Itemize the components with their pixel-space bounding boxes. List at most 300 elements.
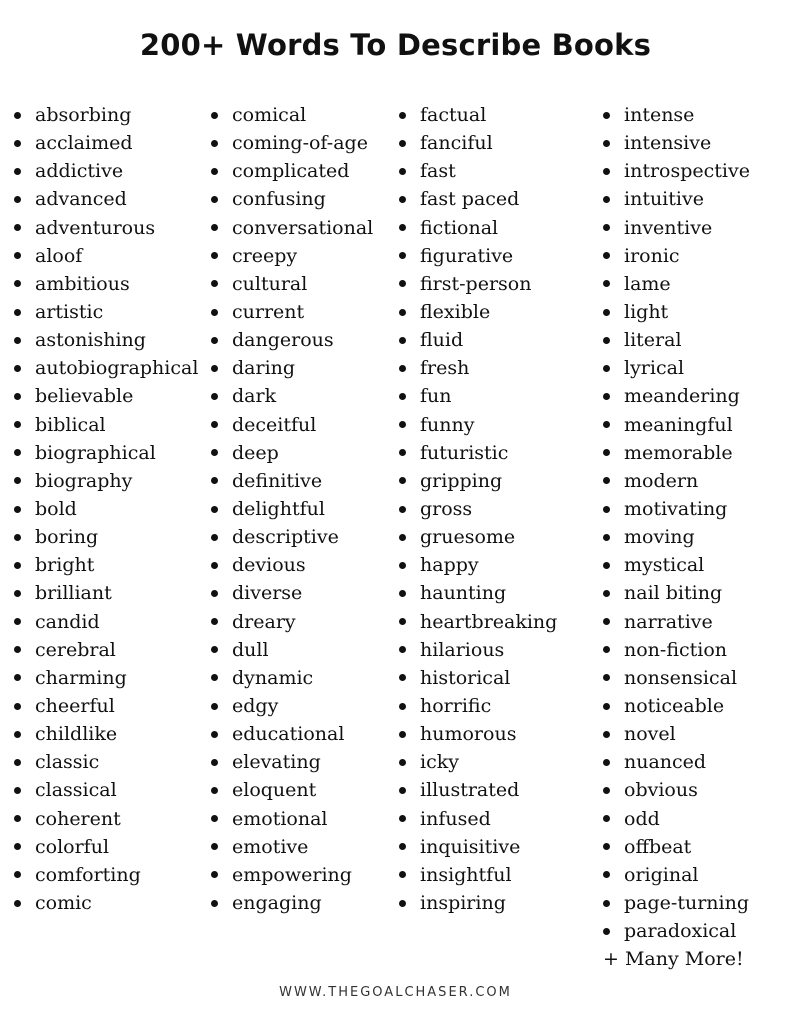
word-text: motivating — [624, 498, 728, 521]
word-item — [211, 101, 373, 129]
word-item — [211, 270, 373, 298]
bullet-icon — [603, 477, 610, 484]
word-text: insightful — [420, 863, 512, 886]
bullet-icon — [14, 506, 21, 513]
bullet-icon — [211, 252, 218, 259]
bullet-icon — [399, 140, 406, 147]
bullet-icon — [603, 843, 610, 850]
word-text: icky — [420, 751, 459, 774]
bullet-icon — [603, 449, 610, 456]
bullet-icon — [603, 337, 610, 344]
bullet-icon — [14, 534, 21, 541]
word-text: autobiographical — [35, 357, 199, 380]
word-item — [14, 467, 198, 495]
word-item — [14, 214, 198, 242]
bullet-icon — [399, 900, 406, 907]
word-item — [399, 411, 557, 439]
word-text: complicated — [232, 160, 350, 183]
word-item — [14, 411, 198, 439]
bullet-icon — [211, 309, 218, 316]
bullet-icon — [14, 787, 21, 794]
bullet-icon — [399, 590, 406, 597]
bullet-icon — [603, 703, 610, 710]
word-item — [211, 692, 373, 720]
word-item — [211, 636, 373, 664]
word-item — [14, 664, 198, 692]
word-item — [14, 439, 198, 467]
word-text: intense — [624, 104, 695, 127]
word-item — [211, 523, 373, 551]
bullet-icon — [603, 618, 610, 625]
word-text: noticeable — [624, 695, 725, 718]
bullet-icon — [399, 421, 406, 428]
word-item — [14, 608, 198, 636]
word-text: descriptive — [232, 526, 339, 549]
word-item — [399, 748, 557, 776]
bullet-icon — [399, 787, 406, 794]
word-item — [399, 467, 557, 495]
word-text: dreary — [232, 610, 296, 633]
bullet-icon — [14, 196, 21, 203]
word-item — [603, 805, 750, 833]
word-item — [14, 298, 198, 326]
word-item — [603, 748, 750, 776]
bullet-icon — [603, 168, 610, 175]
word-item — [14, 326, 198, 354]
bullet-icon — [211, 871, 218, 878]
bullet-icon — [399, 393, 406, 400]
bullet-icon — [14, 703, 21, 710]
word-text: dark — [232, 385, 277, 408]
bullet-icon — [211, 393, 218, 400]
bullet-icon — [603, 252, 610, 259]
bullet-icon — [211, 196, 218, 203]
word-text: confusing — [232, 188, 326, 211]
bullet-icon — [399, 252, 406, 259]
word-item — [211, 298, 373, 326]
bullet-icon — [399, 618, 406, 625]
word-text: intensive — [624, 132, 712, 155]
word-text: bold — [35, 498, 77, 521]
word-item — [14, 720, 198, 748]
word-text: biographical — [35, 441, 156, 464]
word-text: deceitful — [232, 413, 317, 436]
bullet-icon — [211, 421, 218, 428]
more-note: + Many More! — [603, 948, 744, 971]
bullet-icon — [211, 618, 218, 625]
word-item — [603, 608, 750, 636]
word-text: advanced — [35, 188, 127, 211]
word-item — [603, 242, 750, 270]
word-item — [603, 833, 750, 861]
word-item — [603, 467, 750, 495]
word-item — [14, 889, 198, 917]
bullet-icon — [603, 759, 610, 766]
word-text: cerebral — [35, 638, 116, 661]
bullet-icon — [14, 449, 21, 456]
word-item — [211, 861, 373, 889]
word-text: aloof — [35, 244, 83, 267]
bullet-icon — [399, 196, 406, 203]
bullet-icon — [603, 674, 610, 681]
word-text: astonishing — [35, 329, 146, 352]
bullet-icon — [399, 337, 406, 344]
bullet-icon — [211, 900, 218, 907]
word-item — [14, 270, 198, 298]
word-item — [14, 242, 198, 270]
bullet-icon — [211, 168, 218, 175]
word-item — [399, 298, 557, 326]
word-text: classical — [35, 779, 117, 802]
word-text: delightful — [232, 498, 325, 521]
word-item — [603, 551, 750, 579]
bullet-icon — [399, 534, 406, 541]
bullet-icon — [14, 900, 21, 907]
bullet-icon — [399, 815, 406, 822]
word-item — [211, 326, 373, 354]
word-item — [399, 326, 557, 354]
bullet-icon — [603, 421, 610, 428]
word-item — [603, 354, 750, 382]
word-item — [211, 579, 373, 607]
bullet-icon — [399, 871, 406, 878]
bullet-icon — [399, 477, 406, 484]
word-item — [399, 692, 557, 720]
word-text: fluid — [420, 329, 464, 352]
bullet-icon — [14, 674, 21, 681]
word-text: illustrated — [420, 779, 520, 802]
word-text: nuanced — [624, 751, 707, 774]
footer-url: WWW.THEGOALCHASER.COM — [279, 985, 512, 1000]
word-text: mystical — [624, 554, 705, 577]
word-item — [603, 692, 750, 720]
word-text: historical — [420, 666, 511, 689]
bullet-icon — [211, 534, 218, 541]
bullet-icon — [603, 365, 610, 372]
word-text: intuitive — [624, 188, 704, 211]
bullet-icon — [211, 674, 218, 681]
bullet-icon — [399, 562, 406, 569]
bullet-icon — [399, 646, 406, 653]
word-item — [14, 551, 198, 579]
word-text: acclaimed — [35, 132, 133, 155]
word-item — [603, 861, 750, 889]
word-column-1 — [14, 101, 198, 917]
word-item — [14, 354, 198, 382]
word-text: charming — [35, 666, 127, 689]
bullet-icon — [14, 393, 21, 400]
bullet-icon — [399, 731, 406, 738]
word-text: comical — [232, 104, 307, 127]
word-text: elevating — [232, 751, 321, 774]
word-text: obvious — [624, 779, 698, 802]
bullet-icon — [399, 309, 406, 316]
word-item — [14, 101, 198, 129]
bullet-icon — [14, 590, 21, 597]
word-text: cultural — [232, 272, 308, 295]
word-item — [603, 776, 750, 804]
word-text: futuristic — [420, 441, 509, 464]
word-item — [603, 382, 750, 410]
bullet-icon — [14, 646, 21, 653]
word-item — [603, 411, 750, 439]
bullet-icon — [603, 309, 610, 316]
bullet-icon — [211, 646, 218, 653]
bullet-icon — [603, 196, 610, 203]
word-item — [211, 439, 373, 467]
word-text: conversational — [232, 216, 374, 239]
word-text: funny — [420, 413, 475, 436]
word-item — [211, 185, 373, 213]
word-text: factual — [420, 104, 487, 127]
bullet-icon — [211, 843, 218, 850]
bullet-icon — [211, 280, 218, 287]
word-text: artistic — [35, 301, 104, 324]
word-item — [603, 298, 750, 326]
bullet-icon — [14, 421, 21, 428]
word-text: fast paced — [420, 188, 520, 211]
bullet-icon — [14, 815, 21, 822]
word-text: infused — [420, 807, 491, 830]
bullet-icon — [211, 112, 218, 119]
word-text: emotional — [232, 807, 328, 830]
page-title: 200+ Words To Describe Books — [139, 28, 652, 62]
word-text: engaging — [232, 892, 322, 914]
word-text: novel — [624, 723, 676, 746]
bullet-icon — [211, 140, 218, 147]
word-item — [399, 636, 557, 664]
word-item — [603, 495, 750, 523]
bullet-icon — [399, 112, 406, 119]
word-text: gruesome — [420, 526, 516, 549]
bullet-icon — [399, 449, 406, 456]
word-text: gripping — [420, 469, 503, 492]
word-text: flexible — [420, 301, 491, 324]
word-item — [211, 608, 373, 636]
word-item — [603, 270, 750, 298]
word-column-4 — [603, 101, 750, 973]
word-item — [211, 551, 373, 579]
word-item — [14, 861, 198, 889]
word-item — [211, 748, 373, 776]
bullet-icon — [603, 112, 610, 119]
word-text: nonsensical — [624, 666, 738, 689]
bullet-icon — [603, 140, 610, 147]
word-text: believable — [35, 385, 134, 408]
word-text: coming-of-age — [232, 132, 368, 155]
word-text: narrative — [624, 610, 713, 633]
bullet-icon — [399, 280, 406, 287]
word-text: haunting — [420, 582, 507, 605]
word-text: comic — [35, 892, 92, 914]
word-text: addictive — [35, 160, 124, 183]
word-item — [399, 720, 557, 748]
word-item — [399, 523, 557, 551]
bullet-icon — [603, 590, 610, 597]
word-text: heartbreaking — [420, 610, 558, 633]
word-item — [399, 889, 557, 917]
bullet-icon — [603, 871, 610, 878]
bullet-icon — [14, 112, 21, 119]
word-item — [399, 129, 557, 157]
bullet-icon — [399, 168, 406, 175]
word-item — [14, 495, 198, 523]
word-item — [211, 664, 373, 692]
word-item — [399, 805, 557, 833]
bullet-icon — [603, 646, 610, 653]
bullet-icon — [211, 337, 218, 344]
bullet-icon — [211, 787, 218, 794]
bullet-icon — [211, 815, 218, 822]
word-item — [14, 382, 198, 410]
word-text: lyrical — [624, 357, 685, 380]
word-item — [399, 214, 557, 242]
word-text: first-person — [420, 272, 532, 295]
word-item — [211, 467, 373, 495]
word-item — [603, 214, 750, 242]
bullet-icon — [14, 871, 21, 878]
word-text: absorbing — [35, 104, 132, 127]
bullet-icon — [603, 787, 610, 794]
word-item — [603, 326, 750, 354]
word-text: fast — [420, 160, 456, 183]
bullet-icon — [603, 534, 610, 541]
word-text: biography — [35, 469, 133, 492]
word-item — [603, 917, 750, 945]
bullet-icon — [14, 337, 21, 344]
word-item — [399, 439, 557, 467]
word-text: inspiring — [420, 892, 506, 914]
word-text: meaningful — [624, 413, 733, 436]
word-item — [399, 242, 557, 270]
word-item — [603, 185, 750, 213]
bullet-icon — [211, 562, 218, 569]
word-text: diverse — [232, 582, 303, 605]
word-text: gross — [420, 498, 473, 521]
word-item — [603, 523, 750, 551]
word-text: inquisitive — [420, 835, 521, 858]
word-item — [211, 889, 373, 917]
bullet-icon — [399, 224, 406, 231]
bullet-icon — [211, 731, 218, 738]
word-item — [399, 101, 557, 129]
word-text: educational — [232, 723, 345, 746]
word-text: memorable — [624, 441, 733, 464]
bullet-icon — [211, 365, 218, 372]
word-text: happy — [420, 554, 479, 577]
bullet-icon — [399, 365, 406, 372]
word-item — [211, 382, 373, 410]
word-text: moving — [624, 526, 695, 549]
bullet-icon — [399, 506, 406, 513]
word-item — [14, 157, 198, 185]
word-text: bright — [35, 554, 95, 577]
bullet-icon — [14, 140, 21, 147]
word-text: humorous — [420, 723, 517, 746]
word-text: comforting — [35, 863, 141, 886]
word-text: definitive — [232, 469, 323, 492]
bullet-icon — [603, 224, 610, 231]
word-item — [211, 720, 373, 748]
word-item — [211, 354, 373, 382]
word-text: light — [624, 301, 669, 324]
bullet-icon — [211, 506, 218, 513]
bullet-icon — [603, 815, 610, 822]
word-text: biblical — [35, 413, 106, 436]
bullet-icon — [14, 309, 21, 316]
word-text: introspective — [624, 160, 750, 183]
bullet-icon — [603, 900, 610, 907]
word-text: deep — [232, 441, 279, 464]
word-text: inventive — [624, 216, 713, 239]
word-text: modern — [624, 469, 699, 492]
word-text: horrific — [420, 695, 492, 718]
bullet-icon — [14, 759, 21, 766]
bullet-icon — [14, 280, 21, 287]
word-text: devious — [232, 554, 306, 577]
word-item — [603, 636, 750, 664]
word-item — [211, 129, 373, 157]
word-item — [211, 214, 373, 242]
word-text: cheerful — [35, 695, 115, 718]
word-item — [14, 185, 198, 213]
word-text: figurative — [420, 244, 514, 267]
word-item — [603, 129, 750, 157]
word-item — [14, 833, 198, 861]
bullet-icon — [211, 759, 218, 766]
bullet-icon — [603, 280, 610, 287]
word-item — [603, 720, 750, 748]
word-item — [399, 157, 557, 185]
word-item — [14, 805, 198, 833]
word-item — [399, 382, 557, 410]
word-text: eloquent — [232, 779, 317, 802]
word-item — [399, 608, 557, 636]
word-item — [14, 523, 198, 551]
word-item — [399, 551, 557, 579]
word-item — [603, 439, 750, 467]
word-item — [211, 805, 373, 833]
word-text: nail biting — [624, 582, 723, 605]
word-text: paradoxical — [624, 920, 737, 943]
word-text: creepy — [232, 244, 298, 267]
word-text: coherent — [35, 807, 121, 830]
bullet-icon — [14, 168, 21, 175]
word-item — [211, 833, 373, 861]
bullet-icon — [14, 224, 21, 231]
bullet-icon — [14, 477, 21, 484]
bullet-icon — [211, 449, 218, 456]
word-item — [211, 157, 373, 185]
bullet-icon — [14, 618, 21, 625]
word-text: original — [624, 863, 699, 886]
bullet-icon — [14, 562, 21, 569]
word-item — [603, 664, 750, 692]
word-item — [399, 270, 557, 298]
bullet-icon — [14, 365, 21, 372]
word-text: fresh — [420, 357, 470, 380]
bullet-icon — [603, 562, 610, 569]
word-text: emotive — [232, 835, 309, 858]
word-text: empowering — [232, 863, 352, 886]
word-item — [14, 748, 198, 776]
bullet-icon — [211, 224, 218, 231]
word-item — [211, 242, 373, 270]
word-item — [603, 157, 750, 185]
word-text: dynamic — [232, 666, 314, 689]
word-item — [211, 411, 373, 439]
word-column-3 — [399, 101, 557, 917]
